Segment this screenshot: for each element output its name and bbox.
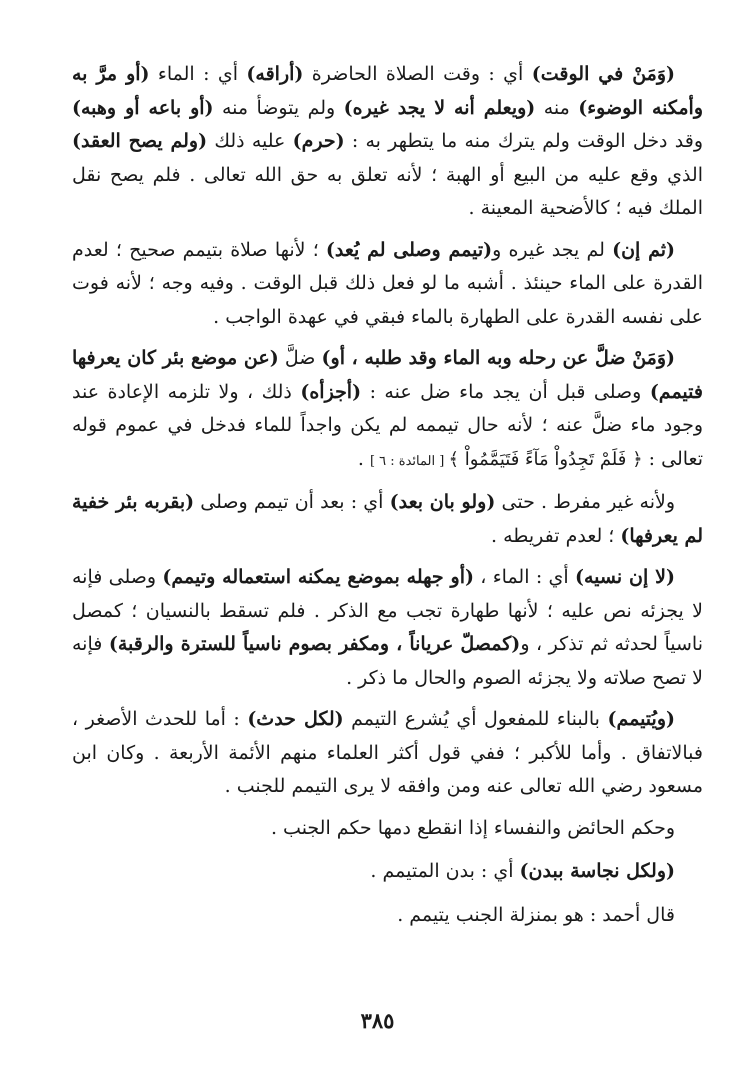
paragraph [72,899,703,933]
commentary-text: فإنه لا تصح صلاته ولا يجزئه الصوم والحال ما ذكر . [72,633,703,689]
commentary-text: ؛ لعدم تفريطه . [491,524,621,547]
commentary-text: منه [535,96,579,119]
commentary-text: ولأنه غير مفرط . حتى [495,491,676,513]
quran-verse: ﴿ فَلَمْ تَجِدُواْ مَآءً فَتَيَمَّمُواْ ﴾ [448,448,643,470]
commentary-text: ضلَّ [278,347,322,369]
matn-text: (ويعلم أنه لا يجد غيره) [343,96,536,119]
matn-text: (ثم إن) [612,238,675,261]
matn-text: (تيمم وصلى لم يُعد) [325,238,493,261]
commentary-text: أي : وقت الصلاة الحاضرة [303,63,532,85]
paragraph [72,561,703,695]
commentary-text: ؛ لأنها صلاة بتيمم صحيح ؛ لعدم القدرة على الماء حينئذ . أشبه ما لو فعل ذلك قبل الوقت . وفيه وجه ؛ لأنه فوت على نفسه القدرة على الطهارة بالماء فبقي في عهدة الواجب . [72,238,703,328]
matn-text: (ولكل نجاسة ببدن) [519,860,675,882]
commentary-text: وصلى قبل أن يجد ماء ضل عنه : [361,380,650,403]
commentary-text: . [357,447,370,470]
matn-text: (أراقه) [246,63,304,85]
matn-text: (ولم يصح العقد) [72,130,208,152]
commentary-text: وقد دخل الوقت ولم يترك منه ما يتطهر به : [344,130,703,152]
matn-text: (ويُتيمم) [607,708,675,730]
commentary-text: لم يجد غيره و [492,238,613,261]
commentary-text: أي : بدن المتيمم . [370,860,520,882]
paragraph [72,486,703,553]
commentary-text: عليه ذلك [207,130,293,152]
matn-text: (كمصلّ عرياناً ، ومكفر بصوم ناسياً للسترة والرقبة) [108,633,521,655]
matn-text: (وَمَنْ في الوقت) [531,63,675,85]
matn-text: (بقربه بئر خفية لم يعرفها) [72,491,703,547]
matn-text: (أو مرَّ به وأمكنه الوضوء) [72,63,703,119]
paragraph [72,58,703,226]
matn-text: (أو جهله بموضع يمكنه استعماله وتيمم) [162,566,474,588]
commentary-text: أي : الماء ، [473,566,575,588]
matn-text: (أو باعه أو وهبه) [72,96,214,119]
commentary-text: قال أحمد : هو بمنزلة الجنب يتيمم . [397,903,675,926]
matn-text: (عن موضع بئر كان يعرفها فتيمم) [72,347,703,403]
commentary-text: وحكم الحائض والنفساء إذا انقطع دمها حكم الجنب . [270,816,675,839]
matn-text: (لكل حدث) [247,708,344,730]
matn-text: (وَمَنْ ضلَّ عن رحله وبه الماء وقد طلبه ، أو) [321,347,675,369]
matn-text: (ولو بان بعد) [389,491,496,513]
page-body-text [72,58,703,932]
paragraph [72,342,703,478]
commentary-text: ذلك ، ولا تلزمه الإعادة عند وجود ماء ضلَّ عنه ؛ لأنه حال تيممه لم يكن واجداً للماء فدخل في عموم قوله تعالى : [72,380,703,470]
paragraph [72,812,703,846]
commentary-text: : أما للحدث الأصغر ، فبالاتفاق . وأما للأكبر ؛ ففي قول أكثر العلماء منهم الأئمة الأربعة . وكان ابن مسعود رضي الله تعالى عنه ومن وافقه لا يرى التيمم للجنب . [72,708,703,797]
paragraph [72,855,703,889]
commentary-text: الذي وقع عليه من البيع أو الهبة ؛ لأنه تعلق به حق الله تعالى . فلم يصح نقل الملك فيه ؛ كالأضحية المعينة . [72,163,703,219]
matn-text: (أجزأه) [300,380,362,403]
page-number: ٣٨٥ [360,1008,395,1033]
paragraph [72,703,703,804]
matn-text: (حرم) [292,130,345,152]
paragraph [72,234,703,335]
commentary-text: أي : بعد أن تيمم وصلى [194,491,390,513]
verse-reference: [ المائدة : ٦ ] [369,453,449,469]
commentary-text: بالبناء للمفعول أي يُشرع التيمم [343,708,608,730]
commentary-text: وصلى فإنه لا يجزئه نص عليه ؛ لأنها طهارة تجب مع الذكر . فلم تسقط بالنسيان ؛ كمصل ناسياً لحدثه ثم تذكر ، و [72,566,703,655]
matn-text: (لا إن نسيه) [575,566,675,588]
commentary-text: ولم يتوضأ منه [213,96,344,119]
commentary-text: أي : الماء [149,63,247,85]
